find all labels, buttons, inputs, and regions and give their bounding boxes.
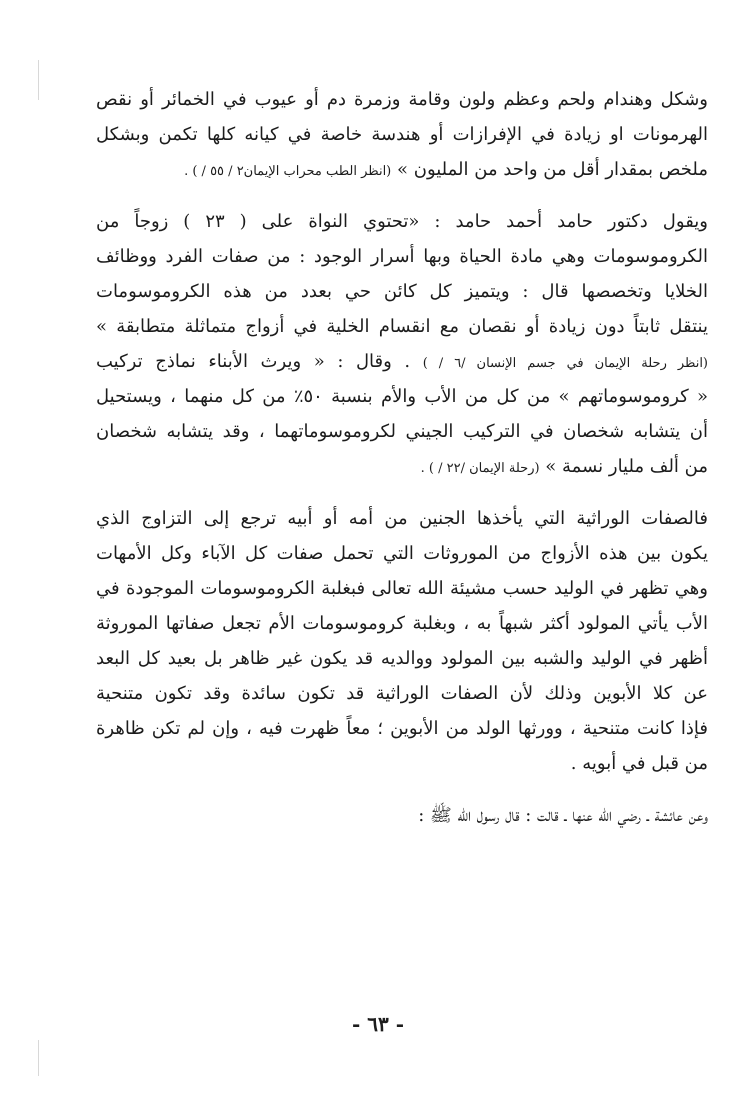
- paragraph: [96, 798, 708, 833]
- citation: (انظر الطب محراب الإيمان٢ / ٥٥ / ) .: [184, 164, 392, 179]
- text-line: فالصفات الوراثية التي يأخذها الجنين من أمه أو أبيه ترجع إلى التزاوج الذي: [96, 508, 708, 529]
- text-line: وعن عائشة ـ رضي الله عنها ـ قالت : قال رسول الله ﷺ :: [418, 805, 708, 826]
- page-body: [96, 82, 708, 833]
- citation: (انظر رحلة الإيمان في جسم الإنسان /٦ / ): [422, 356, 708, 371]
- text-line: أن يتشابه شخصان في التركيب الجيني لكروموسوماتهما ، وقد يتشابه شخصان: [96, 421, 708, 442]
- text-line: عن كلا الأبوين وذلك لأن الصفات الوراثية قد تكون سائدة وقد تكون متنحية: [96, 683, 708, 704]
- paragraph: [96, 82, 708, 187]
- line-text: ملخص بمقدار أقل من واحد من المليون »: [397, 159, 708, 180]
- text-line: الخلايا وتخصصها قال : ويتميز كل كائن حي بعدد من هذه الكروموسومات: [96, 281, 708, 302]
- text-line: [96, 344, 708, 379]
- page-number: - ٦٣ -: [351, 1012, 404, 1036]
- text-line: وهي تظهر في الوليد حسب مشيئة الله تعالى فبغلبة الكروموسومات الموجودة في: [96, 578, 708, 599]
- line-text: . وقال : « ويرث الأبناء نماذج تركيب: [96, 351, 411, 372]
- left-edge-mark: [38, 1040, 39, 1076]
- text-line: ويقول دكتور حامد أحمد حامد : «تحتوي النواة على ( ٢٣ ) زوجاً من: [96, 211, 708, 232]
- paragraph: [96, 204, 708, 484]
- paragraph: [96, 501, 708, 781]
- text-line: من قبل في أبويه .: [570, 753, 708, 774]
- text-line: أظهر في الوليد والشبه بين المولود ووالديه قد يكون غير ظاهر بل بعيد كل البعد: [96, 648, 708, 669]
- text-line: ينتقل ثابتاً دون زيادة أو نقصان مع انقسام الخلية في أزواج متماثلة متطابقة »: [96, 316, 708, 337]
- line-text: من ألف مليار نسمة »: [545, 456, 708, 477]
- citation: (رحلة الإيمان /٢٢ / ) .: [420, 461, 540, 476]
- text-line: الهرمونات او زيادة في الإفرازات أو هندسة خاصة في كيانه كلها تكمن وبشكل: [96, 124, 708, 145]
- text-line: [96, 152, 708, 187]
- left-edge-mark: [38, 60, 39, 100]
- text-line: يكون بين هذه الأزواج من الموروثات التي تحمل صفات كل الآباء وكل الأمهات: [96, 543, 708, 564]
- text-line: فإذا كانت متنحية ، وورثها الولد من الأبوين ؛ معاً ظهرت فيه ، وإن لم تكن ظاهرة: [96, 718, 708, 739]
- text-line: [96, 449, 708, 484]
- text-line: « كروموسوماتهم » من كل من الأب والأم بنسبة ٥٠٪ من كل منهما ، ويستحيل: [96, 386, 708, 407]
- text-line: الكروموسومات وهي مادة الحياة وبها أسرار الوجود : من صفات الفرد ووظائف: [96, 246, 708, 267]
- text-line: وشكل وهندام ولحم وعظم ولون وقامة وزمرة دم أو عيوب في الخمائر أو نقص: [96, 89, 708, 110]
- text-line: الأب يأتي المولود أكثر شبهاً به ، وبغلبة كروموسومات الأم تجعل صفاتها الموروثة: [96, 613, 708, 634]
